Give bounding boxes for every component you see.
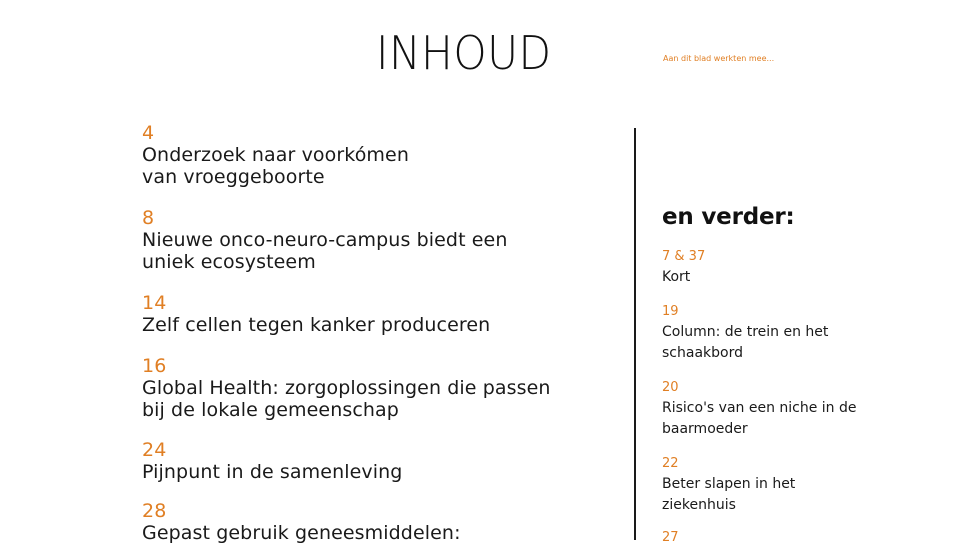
sidebar-entry[interactable] xyxy=(662,247,872,288)
entry-title-line: uniek ecosysteem xyxy=(142,251,316,273)
entry-title-line: van vroeggeboorte xyxy=(142,166,325,188)
entry-page-number: 8 xyxy=(142,207,155,229)
entry-page-number: 28 xyxy=(142,500,167,522)
credits-link[interactable]: Aan dit blad werkten mee... xyxy=(663,54,775,63)
sidebar-entry-title-line: schaakbord xyxy=(662,345,743,361)
sidebar-entry-page-number: 27 xyxy=(662,530,679,545)
sidebar-entry-page-number: 19 xyxy=(662,304,679,319)
contents-entry[interactable] xyxy=(142,439,402,483)
entry-title-line: Global Health: zorgoplossingen die passen xyxy=(142,377,551,399)
column-divider xyxy=(634,128,636,540)
entry-page-number: 24 xyxy=(142,439,167,461)
page-title: INHOUD xyxy=(376,26,552,80)
entry-page-number: 4 xyxy=(142,122,155,144)
contents-entry[interactable] xyxy=(142,500,461,544)
entry-title-line: bij de lokale gemeenschap xyxy=(142,399,399,421)
sidebar-heading: en verder: xyxy=(662,204,795,230)
sidebar-entry-page-number: 20 xyxy=(662,380,679,395)
sidebar-entry[interactable] xyxy=(662,378,872,440)
sidebar-entry-page-number: 22 xyxy=(662,456,679,471)
sidebar-entry-page-number: 7 & 37 xyxy=(662,249,706,264)
entry-title-line: Zelf cellen tegen kanker produceren xyxy=(142,314,491,336)
sidebar-entry-title-line: Risico's van een niche in de xyxy=(662,400,857,416)
contents-entry[interactable] xyxy=(142,207,507,273)
sidebar-entry[interactable] xyxy=(662,302,872,364)
contents-entry[interactable] xyxy=(142,355,551,421)
sidebar-entry[interactable] xyxy=(662,454,872,516)
entry-page-number: 14 xyxy=(142,292,167,314)
sidebar-entry-title-line: Kort xyxy=(662,269,691,285)
entry-title-line: Nieuwe onco-neuro-campus biedt een xyxy=(142,229,508,251)
contents-entry[interactable] xyxy=(142,292,490,336)
sidebar-entry-title-line: baarmoeder xyxy=(662,421,748,437)
sidebar-entry-title-line: Beter slapen in het xyxy=(662,476,796,492)
entry-title-line: Gepast gebruik geneesmiddelen: xyxy=(142,522,461,544)
sidebar-entry-title-line: Column: de trein en het xyxy=(662,324,829,340)
sidebar-entry[interactable] xyxy=(662,528,872,548)
entry-page-number: 16 xyxy=(142,355,167,377)
entry-title-line: Pijnpunt in de samenleving xyxy=(142,461,403,483)
entry-title-line: Onderzoek naar voorkómen xyxy=(142,144,409,166)
contents-entry[interactable] xyxy=(142,122,409,188)
sidebar-entry-title-line: ziekenhuis xyxy=(662,497,736,513)
